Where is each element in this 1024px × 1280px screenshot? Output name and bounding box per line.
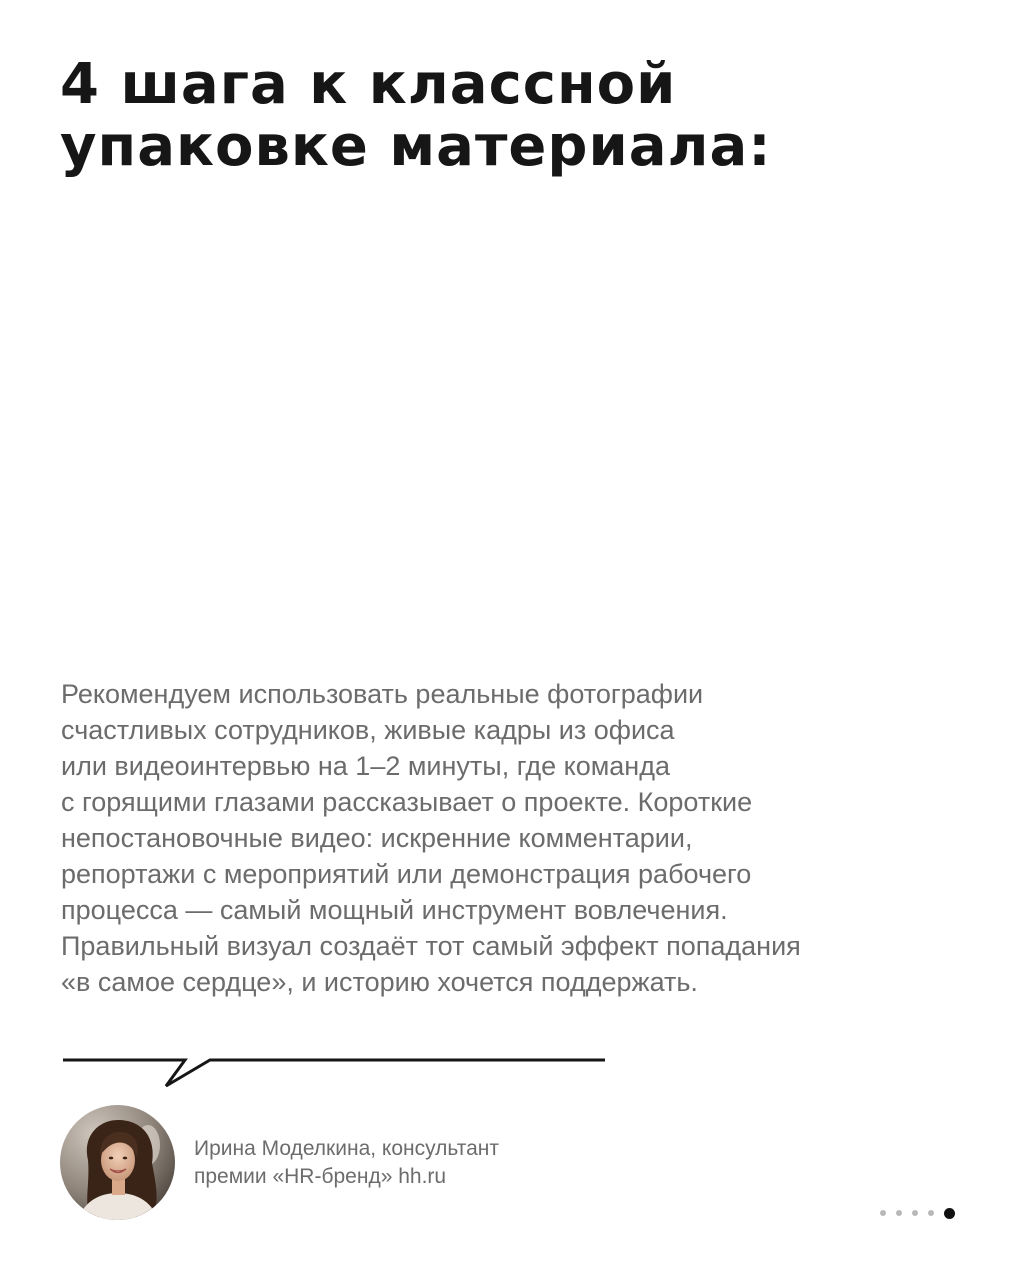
title-line-2: упаковке материала:	[60, 114, 772, 179]
speech-bubble-tail-icon	[60, 1052, 610, 1092]
quote-line: Рекомендуем использовать реальные фотографии	[61, 679, 704, 709]
carousel-pagination	[880, 1205, 955, 1221]
author-avatar	[60, 1105, 175, 1220]
quote-line: непостановочные видео: искренние комментарии,	[61, 823, 693, 853]
quote-line: репортажи с мероприятий или демонстрация рабочего	[61, 859, 752, 889]
pagination-dot[interactable]	[896, 1210, 902, 1216]
quote-line: с горящими глазами рассказывает о проекте. Короткие	[61, 787, 753, 817]
author-caption	[194, 1135, 499, 1191]
quote-line: или видеоинтервью на 1–2 минуты, где команда	[61, 751, 670, 781]
pagination-dot[interactable]	[880, 1210, 886, 1216]
quote-line: процесса — самый мощный инструмент вовлечения.	[61, 895, 728, 925]
pagination-dot-active[interactable]	[944, 1208, 955, 1219]
pagination-dot[interactable]	[928, 1210, 934, 1216]
author-affiliation: премии «HR-бренд» hh.ru	[194, 1165, 447, 1188]
author-photo	[60, 1105, 175, 1220]
pagination-dot[interactable]	[912, 1210, 918, 1216]
page-title	[60, 54, 960, 178]
quote-line: счастливых сотрудников, живые кадры из офиса	[61, 715, 675, 745]
quote-line: «в самое сердце», и историю хочется поддержать.	[61, 967, 698, 997]
quote-line: Правильный визуал создаёт тот самый эффект попадания	[61, 931, 801, 961]
title-line-1: 4 шага к классной	[60, 52, 677, 117]
author-name: Ирина Моделкина, консультант	[194, 1137, 499, 1160]
quote-text	[61, 676, 961, 1000]
